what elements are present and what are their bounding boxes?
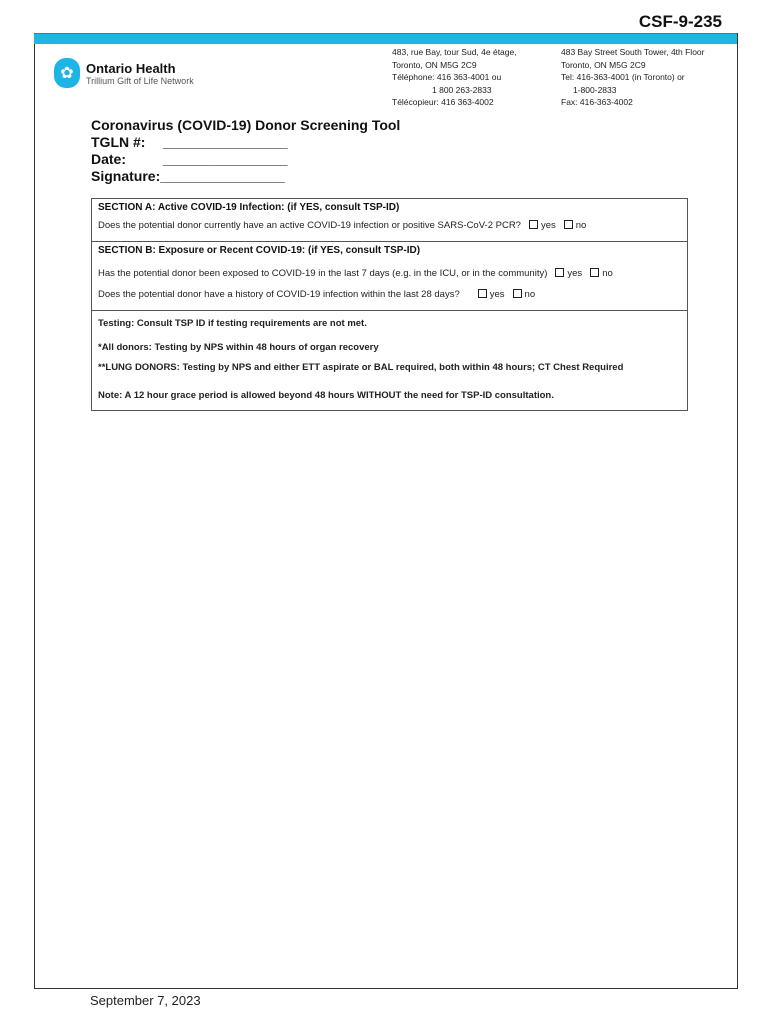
field-blank[interactable]: ________________ xyxy=(163,151,288,167)
question-history xyxy=(98,289,681,300)
addr-line: Fax: 416-363-4002 xyxy=(561,97,633,107)
addr-line: 1-800-2833 xyxy=(573,84,617,95)
logo-title: Ontario Health xyxy=(86,60,176,76)
yes-label: yes xyxy=(540,220,556,231)
header-band xyxy=(34,33,737,44)
address-english xyxy=(561,46,704,109)
addr-line: Télécopieur: 416 363-4002 xyxy=(392,97,494,107)
yes-label: yes xyxy=(489,289,505,300)
question-exposure xyxy=(98,268,681,279)
section-b xyxy=(92,242,687,311)
addr-line: Toronto, ON M5G 2C9 xyxy=(392,59,477,70)
footer-date: September 7, 2023 xyxy=(90,993,201,1008)
no-label: no xyxy=(602,268,613,279)
yes-checkbox[interactable] xyxy=(529,220,538,229)
addr-line: Toronto, ON M5G 2C9 xyxy=(561,59,646,70)
screening-table xyxy=(91,198,688,411)
ontario-health-logo xyxy=(54,58,194,88)
field-label: Date: xyxy=(91,151,127,167)
question-text: Has the potential donor been exposed to COVID-19 in the last 7 days (e.g. in the ICU, or in the community) xyxy=(98,268,548,279)
form-code: CSF-9-235 xyxy=(638,12,722,31)
field-blank[interactable]: ________________ xyxy=(163,134,288,150)
testing-heading: Testing: Consult TSP ID if testing requirements are not met. xyxy=(98,318,367,329)
yes-checkbox[interactable] xyxy=(478,289,487,298)
address-french xyxy=(392,46,517,109)
no-checkbox[interactable] xyxy=(590,268,599,277)
field-label: Signature: xyxy=(91,168,161,184)
section-b-heading: SECTION B: Exposure or Recent COVID-19: (if YES, consult TSP-ID) xyxy=(98,245,421,256)
question-active-infection xyxy=(98,220,681,231)
addr-line: 1 800 263-2833 xyxy=(432,84,492,95)
field-signature[interactable] xyxy=(91,168,400,185)
addr-line: Tel: 416-363-4001 (in Toronto) or xyxy=(561,72,685,82)
addr-line: Téléphone: 416 363-4001 ou xyxy=(392,72,502,82)
addr-line: 483 Bay Street South Tower, 4th Floor xyxy=(561,47,705,57)
yes-checkbox[interactable] xyxy=(555,268,564,277)
section-a xyxy=(92,199,687,242)
question-text: Does the potential donor currently have an active COVID-19 infection or positive SARS-CoV-2 PCR? xyxy=(98,220,521,231)
no-label: no xyxy=(524,289,536,300)
testing-all-donors: *All donors: Testing by NPS within 48 hours of organ recovery xyxy=(98,342,379,353)
section-a-heading: SECTION A: Active COVID-19 Infection: (if YES, consult TSP-ID) xyxy=(98,202,400,213)
yes-label: yes xyxy=(567,268,583,279)
testing-lung-donors: **LUNG DONORS: Testing by NPS and either ETT aspirate or BAL required, both within 48 hours; CT Chest Required xyxy=(98,362,624,373)
question-text: Does the potential donor have a history of COVID-19 infection within the last 28 days? xyxy=(98,289,460,300)
logo-subtitle: Trillium Gift of Life Network xyxy=(86,75,194,86)
field-date[interactable] xyxy=(91,151,400,168)
field-tgln[interactable] xyxy=(91,134,400,151)
testing-note: Note: A 12 hour grace period is allowed beyond 48 hours WITHOUT the need for TSP-ID consultation. xyxy=(98,390,554,401)
trillium-icon: ✿ xyxy=(54,58,80,88)
field-label: TGLN #: xyxy=(91,134,146,150)
no-label: no xyxy=(575,220,587,231)
no-checkbox[interactable] xyxy=(564,220,573,229)
form-header xyxy=(91,117,400,185)
form-title: Coronavirus (COVID-19) Donor Screening Tool xyxy=(91,117,401,133)
testing-section xyxy=(92,311,687,410)
addr-line: 483, rue Bay, tour Sud, 4e étage, xyxy=(392,47,517,57)
field-blank[interactable]: ________________ xyxy=(160,168,285,184)
no-checkbox[interactable] xyxy=(513,289,522,298)
